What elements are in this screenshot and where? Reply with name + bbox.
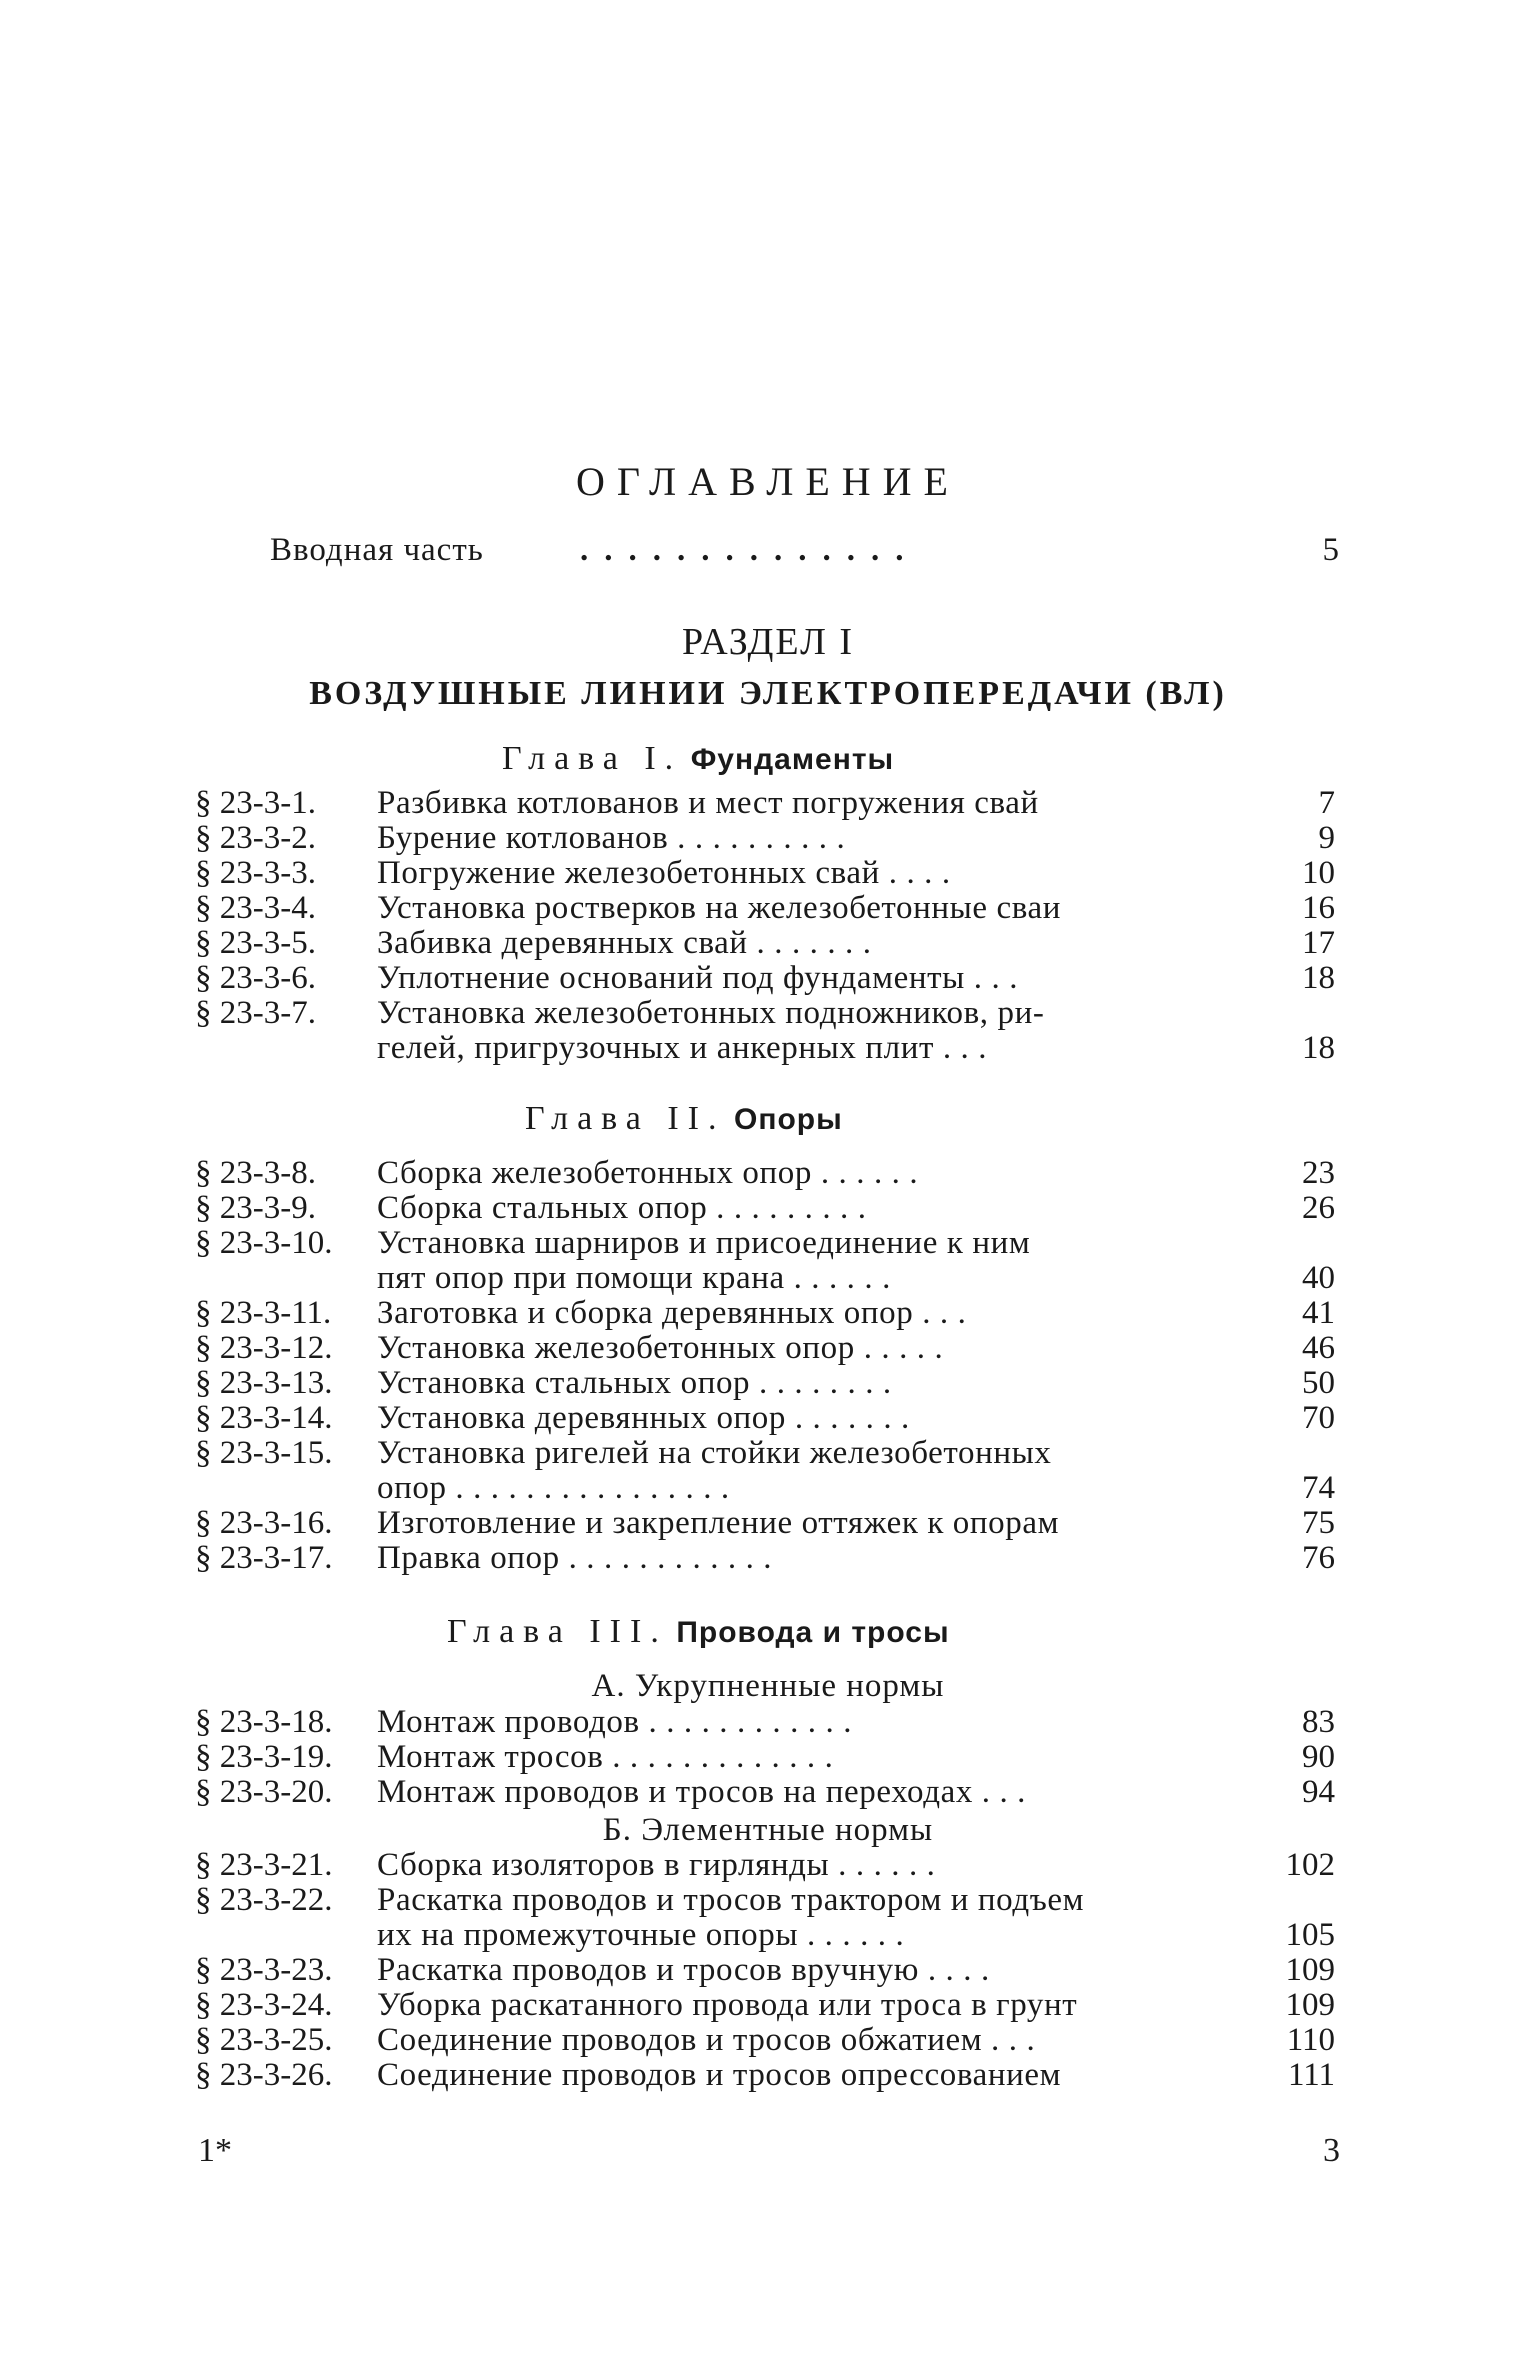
chapter-name: Фундаменты <box>690 743 895 776</box>
chapter-label: Глава I. <box>502 740 683 777</box>
entry-title-line: Установка железобетонных опор . . . . . <box>377 1331 944 1366</box>
entry-number: § 23-3-14. <box>195 1400 333 1436</box>
entry-page: 74 <box>1302 1470 1335 1506</box>
entry-number: § 23-3-4. <box>195 890 316 926</box>
entry-title <box>377 2023 1247 2058</box>
chapter-2-heading <box>525 1100 843 1138</box>
entry-page: 16 <box>1302 890 1335 926</box>
entry-title-line: Сборка железобетонных опор . . . . . . <box>377 1156 919 1191</box>
footer-page-number: 3 <box>1323 2132 1340 2169</box>
entry-title-line: Раскатка проводов и тросов трактором и подъем <box>377 1883 1085 1918</box>
entry-title-line: Правка опор . . . . . . . . . . . . <box>377 1541 773 1576</box>
intro-dots: .............. <box>580 532 920 568</box>
entry-number: § 23-3-8. <box>195 1155 316 1191</box>
entry-title-line: их на промежуточные опоры . . . . . . <box>377 1918 905 1953</box>
entry-page: 18 <box>1302 960 1335 996</box>
chapter-name: Провода и тросы <box>676 1616 950 1649</box>
entry-title <box>377 1191 1247 1226</box>
entry-title-line: Уплотнение оснований под фундаменты . . . <box>377 961 1019 996</box>
entry-page: 75 <box>1302 1505 1335 1541</box>
chapter-label: Глава III. <box>447 1613 668 1650</box>
entry-title <box>377 1226 1247 1296</box>
entry-title-line: Монтаж проводов . . . . . . . . . . . . <box>377 1705 853 1740</box>
entry-title-line: Соединение проводов и тросов обжатием . . . <box>377 2023 1036 2058</box>
entry-title <box>377 856 1247 891</box>
entry-title <box>377 1366 1247 1401</box>
entry-title-line: пят опор при помощи крана . . . . . . <box>377 1261 891 1296</box>
entry-number: § 23-3-13. <box>195 1365 333 1401</box>
chapter-label: Глава II. <box>525 1100 726 1137</box>
entry-page: 23 <box>1302 1155 1335 1191</box>
chapter-name: Опоры <box>734 1103 843 1136</box>
entry-number: § 23-3-19. <box>195 1739 333 1775</box>
entry-number: § 23-3-15. <box>195 1435 333 1471</box>
entry-title-line: Забивка деревянных свай . . . . . . . <box>377 926 872 961</box>
entry-title-line: Сборка стальных опор . . . . . . . . . <box>377 1191 867 1226</box>
entry-number: § 23-3-20. <box>195 1774 333 1810</box>
entry-title <box>377 1883 1247 1953</box>
entry-title-line: Установка деревянных опор . . . . . . . <box>377 1401 910 1436</box>
entry-title-line: Монтаж проводов и тросов на переходах . . . <box>377 1775 1027 1810</box>
entry-number: § 23-3-16. <box>195 1505 333 1541</box>
section-title: РАЗДЕЛ I <box>681 621 855 663</box>
entry-number: § 23-3-18. <box>195 1704 333 1740</box>
subsection-title-a: А. Укрупненные нормы <box>591 1668 945 1704</box>
entry-number: § 23-3-5. <box>195 925 316 961</box>
entry-title <box>377 1436 1247 1506</box>
entry-page: 17 <box>1302 925 1335 961</box>
entry-title <box>377 1740 1247 1775</box>
entry-number: § 23-3-24. <box>195 1987 333 2023</box>
entry-page: 41 <box>1302 1295 1335 1331</box>
entry-number: § 23-3-7. <box>195 995 316 1031</box>
entry-title-line: Установка шарниров и присоединение к ним <box>377 1226 1031 1261</box>
entry-title <box>377 1775 1247 1810</box>
entry-page: 9 <box>1318 820 1335 856</box>
entry-title-line: Бурение котлованов . . . . . . . . . . <box>377 821 846 856</box>
section-subtitle: ВОЗДУШНЫЕ ЛИНИИ ЭЛЕКТРОПЕРЕДАЧИ (ВЛ) <box>309 675 1227 712</box>
entry-title-line: Погружение железобетонных свай . . . . <box>377 856 951 891</box>
entry-title-line: Установка стальных опор . . . . . . . . <box>377 1366 892 1401</box>
entry-page: 94 <box>1302 1774 1335 1810</box>
entry-page: 111 <box>1287 2057 1335 2093</box>
entry-title-line: Монтаж тросов . . . . . . . . . . . . . <box>377 1740 834 1775</box>
entry-title <box>377 1705 1247 1740</box>
entry-number: § 23-3-17. <box>195 1540 333 1576</box>
entry-page: 10 <box>1302 855 1335 891</box>
entry-number: § 23-3-6. <box>195 960 316 996</box>
entry-page: 90 <box>1302 1739 1335 1775</box>
entry-title-line: Соединение проводов и тросов опрессованием <box>377 2058 1062 2093</box>
entry-title <box>377 1541 1247 1576</box>
entry-page: 18 <box>1302 1030 1335 1066</box>
entry-title-line: Разбивка котлованов и мест погружения свай <box>377 786 1039 821</box>
entry-number: § 23-3-26. <box>195 2057 333 2093</box>
subsection-title-b: Б. Элементные нормы <box>602 1812 934 1848</box>
entry-page: 83 <box>1302 1704 1335 1740</box>
entry-number: § 23-3-11. <box>195 1295 332 1331</box>
entry-title <box>377 786 1247 821</box>
entry-title <box>377 1401 1247 1436</box>
entry-title-line: Установка ростверков на железобетонные сваи <box>377 891 1062 926</box>
entry-title <box>377 891 1247 926</box>
entry-number: § 23-3-21. <box>195 1847 333 1883</box>
entry-title-line: Сборка изоляторов в гирлянды . . . . . . <box>377 1848 936 1883</box>
entry-page: 26 <box>1302 1190 1335 1226</box>
entry-page: 109 <box>1285 1987 1335 2023</box>
entry-number: § 23-3-2. <box>195 820 316 856</box>
entry-title <box>377 1953 1247 1988</box>
entry-title-line: Установка ригелей на стойки железобетонных <box>377 1436 1052 1471</box>
chapter-3-heading <box>447 1613 950 1651</box>
entry-page: 110 <box>1286 2022 1335 2058</box>
entry-page: 105 <box>1285 1917 1335 1953</box>
intro-page: 5 <box>1322 532 1340 568</box>
entry-page: 70 <box>1302 1400 1335 1436</box>
footer-signature: 1* <box>198 2132 232 2169</box>
entry-title-line: Уборка раскатанного провода или троса в грунт <box>377 1988 1078 2023</box>
entry-number: § 23-3-3. <box>195 855 316 891</box>
chapter-1-heading <box>502 740 894 778</box>
entry-title <box>377 1848 1247 1883</box>
entry-title <box>377 1506 1247 1541</box>
entry-title-line: Установка железобетонных подножников, ри- <box>377 996 1045 1031</box>
entry-number: § 23-3-23. <box>195 1952 333 1988</box>
entry-title <box>377 996 1247 1066</box>
entry-page: 102 <box>1285 1847 1335 1883</box>
entry-number: § 23-3-25. <box>195 2022 333 2058</box>
entry-page: 50 <box>1302 1365 1335 1401</box>
entry-title <box>377 1156 1247 1191</box>
entry-title <box>377 961 1247 996</box>
entry-title <box>377 1988 1247 2023</box>
entry-title <box>377 926 1247 961</box>
entry-title-line: гелей, пригрузочных и анкерных плит . . . <box>377 1031 988 1066</box>
entry-title-line: Заготовка и сборка деревянных опор . . . <box>377 1296 967 1331</box>
entry-page: 76 <box>1302 1540 1335 1576</box>
entry-title <box>377 1296 1247 1331</box>
entry-number: § 23-3-10. <box>195 1225 333 1261</box>
entry-title-line: Раскатка проводов и тросов вручную . . . . <box>377 1953 990 1988</box>
entry-title <box>377 821 1247 856</box>
entry-number: § 23-3-9. <box>195 1190 316 1226</box>
entry-page: 7 <box>1318 785 1335 821</box>
intro-label: Вводная часть <box>270 532 484 568</box>
entry-title <box>377 1331 1247 1366</box>
entry-number: § 23-3-12. <box>195 1330 333 1366</box>
entry-title-line: Изготовление и закрепление оттяжек к опорам <box>377 1506 1060 1541</box>
entry-page: 40 <box>1302 1260 1335 1296</box>
entry-number: § 23-3-1. <box>195 785 316 821</box>
toc-title: ОГЛАВЛЕНИЕ <box>576 459 960 504</box>
entry-title <box>377 2058 1247 2093</box>
entry-number: § 23-3-22. <box>195 1882 333 1918</box>
entry-page: 46 <box>1302 1330 1335 1366</box>
entry-page: 109 <box>1285 1952 1335 1988</box>
entry-title-line: опор . . . . . . . . . . . . . . . . <box>377 1471 730 1506</box>
